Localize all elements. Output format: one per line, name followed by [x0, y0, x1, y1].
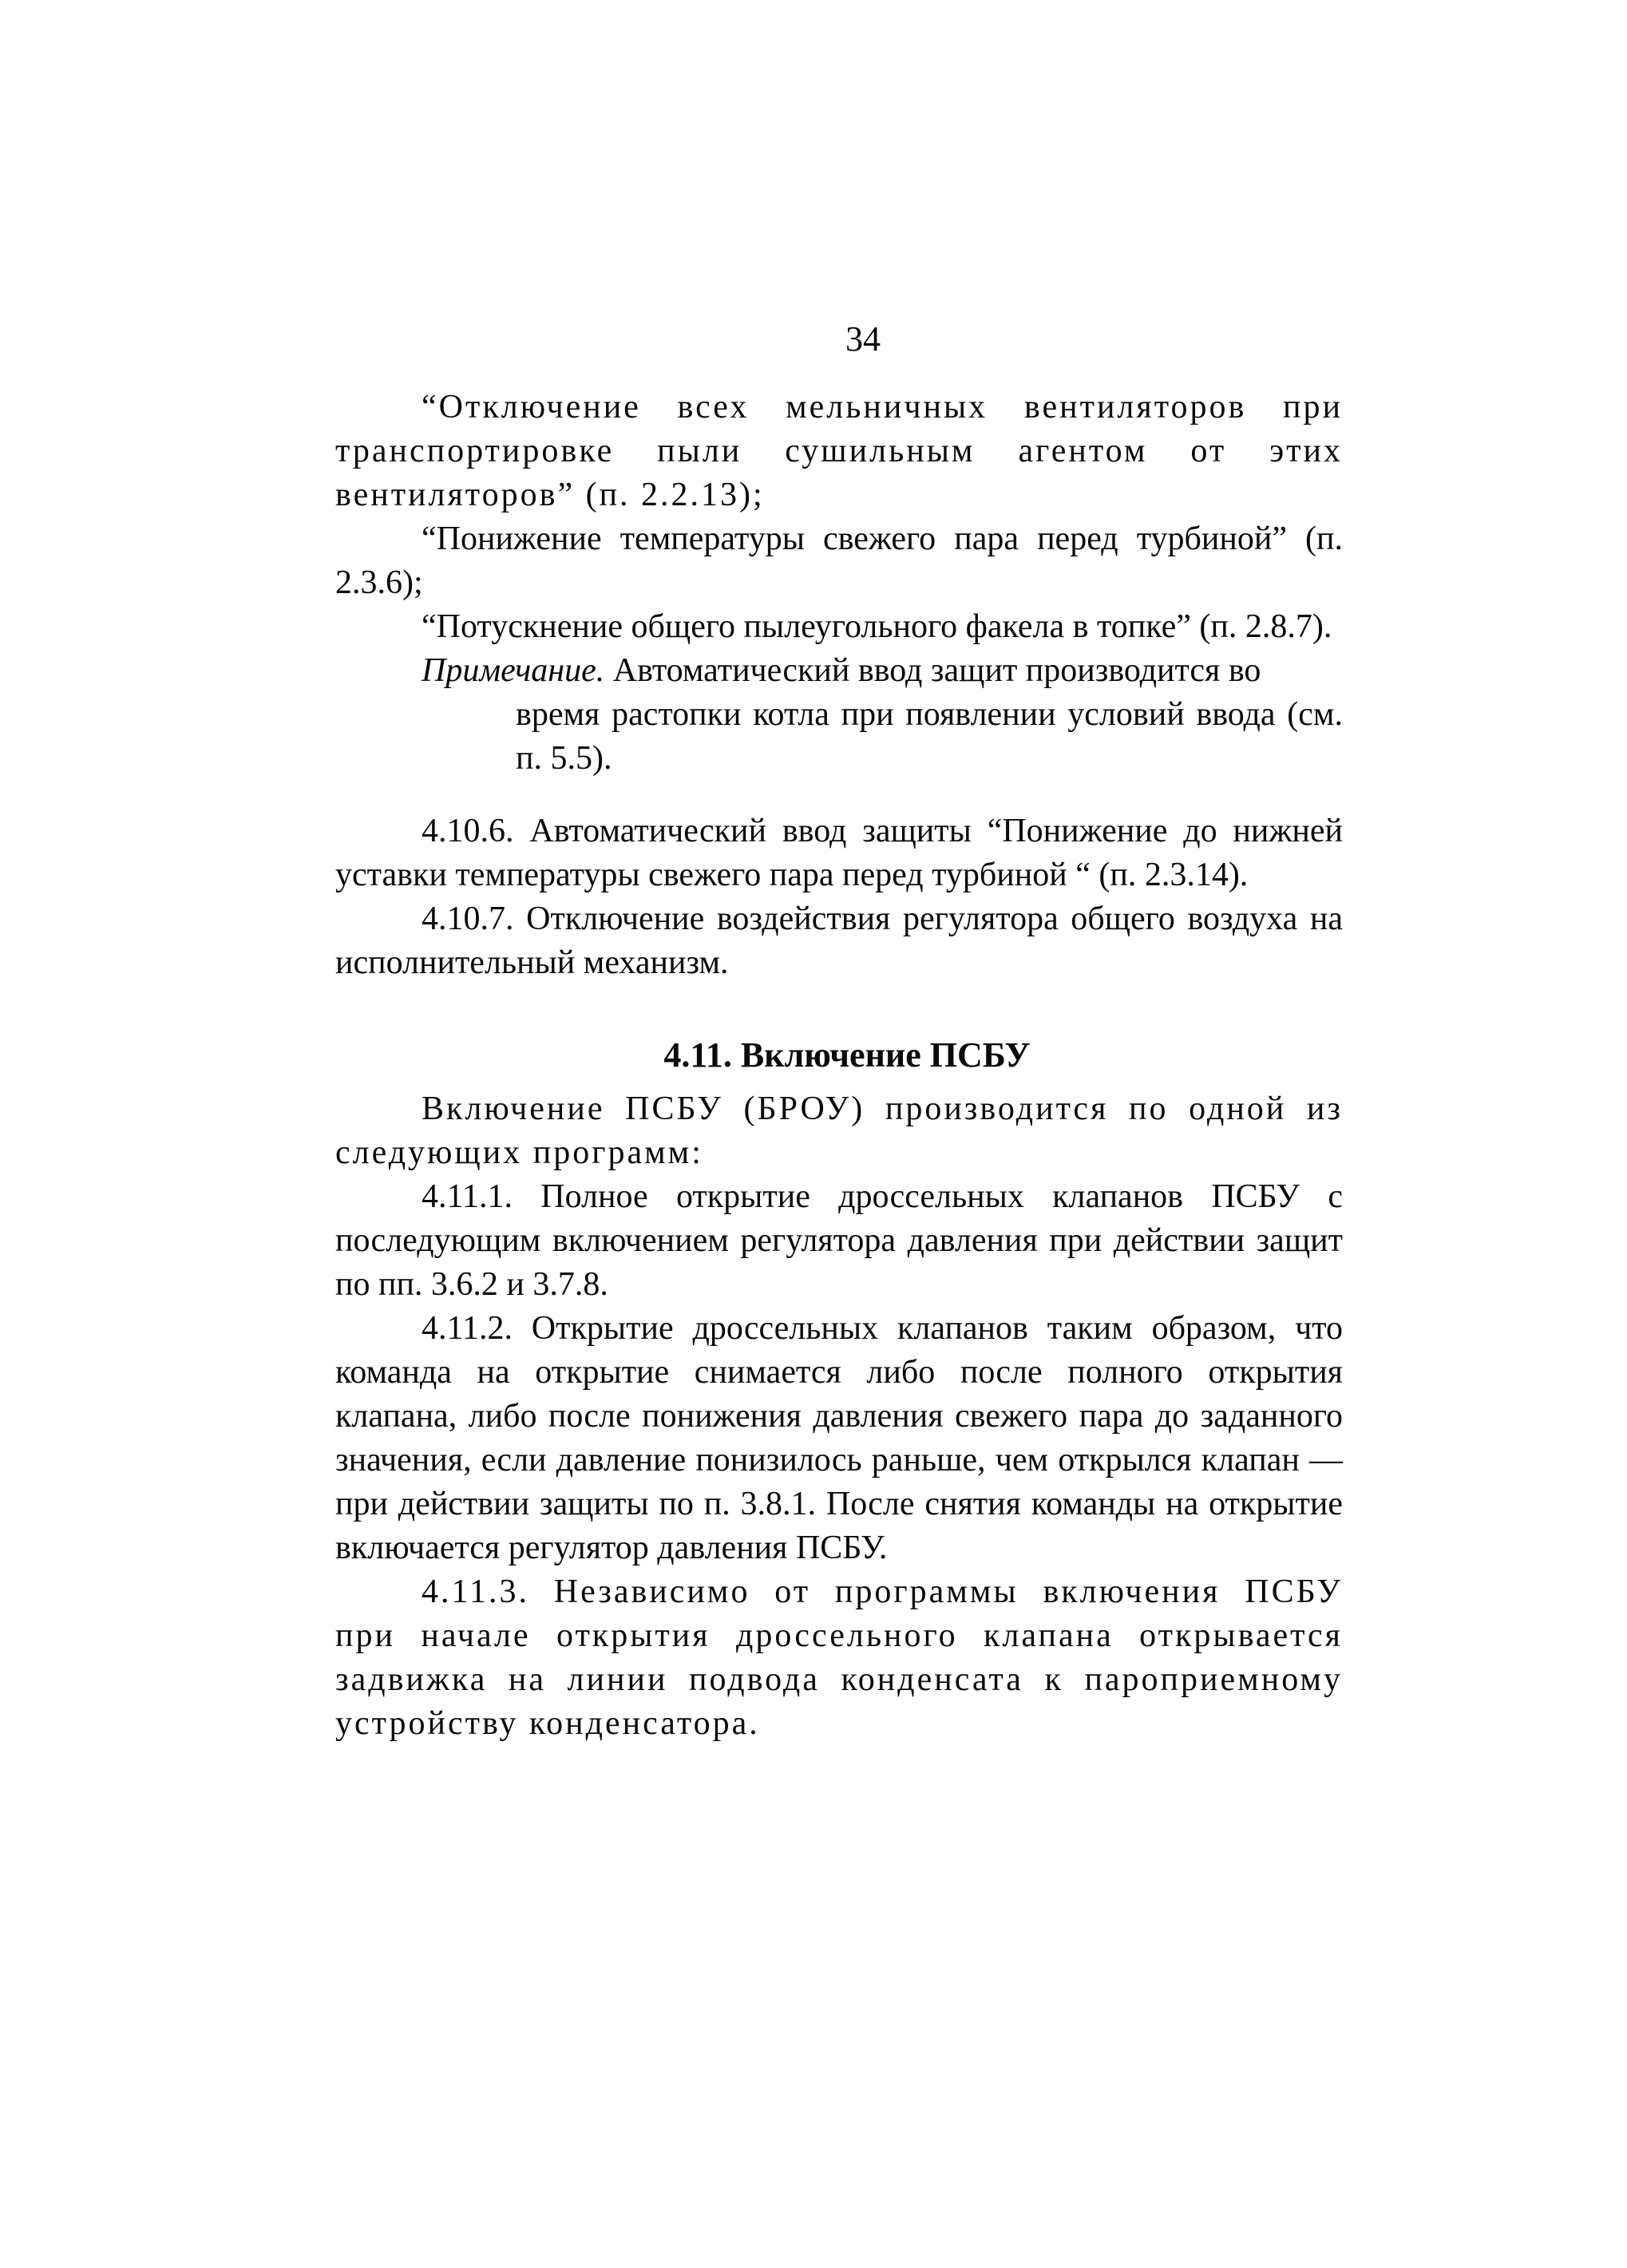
paragraph-flame-dimming: “Потускнение общего пылеугольного факела в топке” (п. 2.8.7). — [422, 608, 1332, 645]
page-number: 34 — [845, 319, 881, 358]
document-page — [335, 315, 1343, 1746]
paragraph-4-11-2: 4.11.2. Открытие дроссельных клапанов таким образом, что команда на открытие снимается либо после полного открытия клапана, либо после понижения давления свежего пара до заданного значения, если давление понизилось раньше, чем открылся клапан — при действии защиты по п. 3.8.1. После снятия команды на открытие включается регулятор давления ПСБУ. — [335, 1310, 1343, 1566]
section-intro: Включение ПСБУ (БРОУ) производится по одной из следующих программ: — [335, 1090, 1343, 1171]
paragraph-4-10-7: 4.10.7. Отключение воздействия регулятора общего воздуха на исполнительный механизм. — [335, 900, 1343, 981]
note-paragraph — [335, 649, 1343, 693]
note-label: Примечание. — [422, 652, 605, 689]
note-text: Автоматический ввод защит производится во — [612, 652, 1261, 689]
note-continuation: время растопки котла при появлении условий ввода (см. п. 5.5). — [516, 696, 1343, 777]
paragraph-4-11-1: 4.11.1. Полное открытие дроссельных клапанов ПСБУ с последующим включением регулятора давления при действии защит по пп. 3.6.2 и 3.7.8. — [335, 1178, 1343, 1303]
paragraph-4-10-6: 4.10.6. Автоматический ввод защиты “Понижение до нижней уставки температуры свежего пара перед турбиной “ (п. 2.3.14). — [335, 813, 1343, 893]
paragraph-steam-temperature: “Понижение температуры свежего пара перед турбиной” (п. 2.3.6); — [335, 520, 1343, 601]
paragraph-fan-shutdown: “Отключение всех мельничных вентиляторов при транспортировке пыли сушильным агентом от этих вентиляторов” (п. 2.2.13); — [335, 389, 1343, 513]
paragraph-4-11-3: 4.11.3. Независимо от программы включения ПСБУ при начале открытия дроссельного клапана открывается задвижка на линии подвода конденсата к пароприемному устройству конденсатора. — [335, 1573, 1343, 1742]
section-heading: 4.11. Включение ПСБУ — [663, 1035, 1031, 1075]
